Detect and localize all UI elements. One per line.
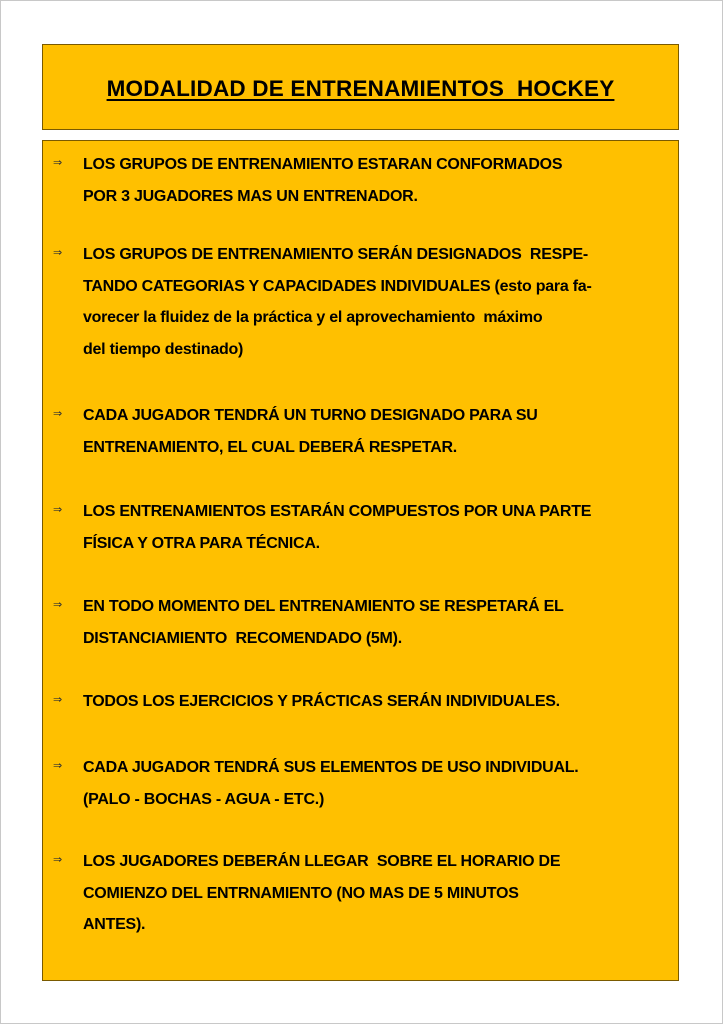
rule-text: LOS GRUPOS DE ENTRENAMIENTO SERÁN DESIGNADOS RESPE- TANDO CATEGORIAS Y CAPACIDADES INDIVIDUALES (esto para fa- vorecer la fluidez de la práctica y el aprovechamiento máximo del tiempo destinado) (83, 246, 592, 358)
double-arrow-right-icon: ⇒ (53, 759, 63, 772)
title-box (42, 44, 679, 130)
double-arrow-right-icon: ⇒ (53, 693, 63, 706)
rule-text: LOS JUGADORES DEBERÁN LLEGAR SOBRE EL HORARIO DE COMIENZO DEL ENTRNAMIENTO (NO MAS DE 5 MINUTOS ANTES). (83, 853, 561, 933)
double-arrow-right-icon: ⇒ (53, 598, 63, 611)
rules-box (42, 140, 679, 981)
double-arrow-right-icon: ⇒ (53, 853, 63, 866)
rule-text: LOS GRUPOS DE ENTRENAMIENTO ESTARAN CONFORMADOS POR 3 JUGADORES MAS UN ENTRENADOR. (83, 156, 563, 205)
double-arrow-right-icon: ⇒ (53, 407, 63, 420)
rule-text: EN TODO MOMENTO DEL ENTRENAMIENTO SE RESPETARÁ EL DISTANCIAMIENTO RECOMENDADO (5M). (83, 598, 564, 647)
rule-text: TODOS LOS EJERCICIOS Y PRÁCTICAS SERÁN INDIVIDUALES. (83, 693, 560, 710)
rule-text: LOS ENTRENAMIENTOS ESTARÁN COMPUESTOS POR UNA PARTE FÍSICA Y OTRA PARA TÉCNICA. (83, 503, 592, 552)
double-arrow-right-icon: ⇒ (53, 156, 63, 169)
double-arrow-right-icon: ⇒ (53, 503, 63, 516)
document-title: MODALIDAD DE ENTRENAMIENTOS HOCKEY (106, 76, 615, 101)
rule-text: CADA JUGADOR TENDRÁ UN TURNO DESIGNADO PARA SU ENTRENAMIENTO, EL CUAL DEBERÁ RESPETAR. (83, 407, 538, 456)
double-arrow-right-icon: ⇒ (53, 246, 63, 259)
rule-text: CADA JUGADOR TENDRÁ SUS ELEMENTOS DE USO INDIVIDUAL. (PALO - BOCHAS - AGUA - ETC.) (83, 759, 579, 808)
